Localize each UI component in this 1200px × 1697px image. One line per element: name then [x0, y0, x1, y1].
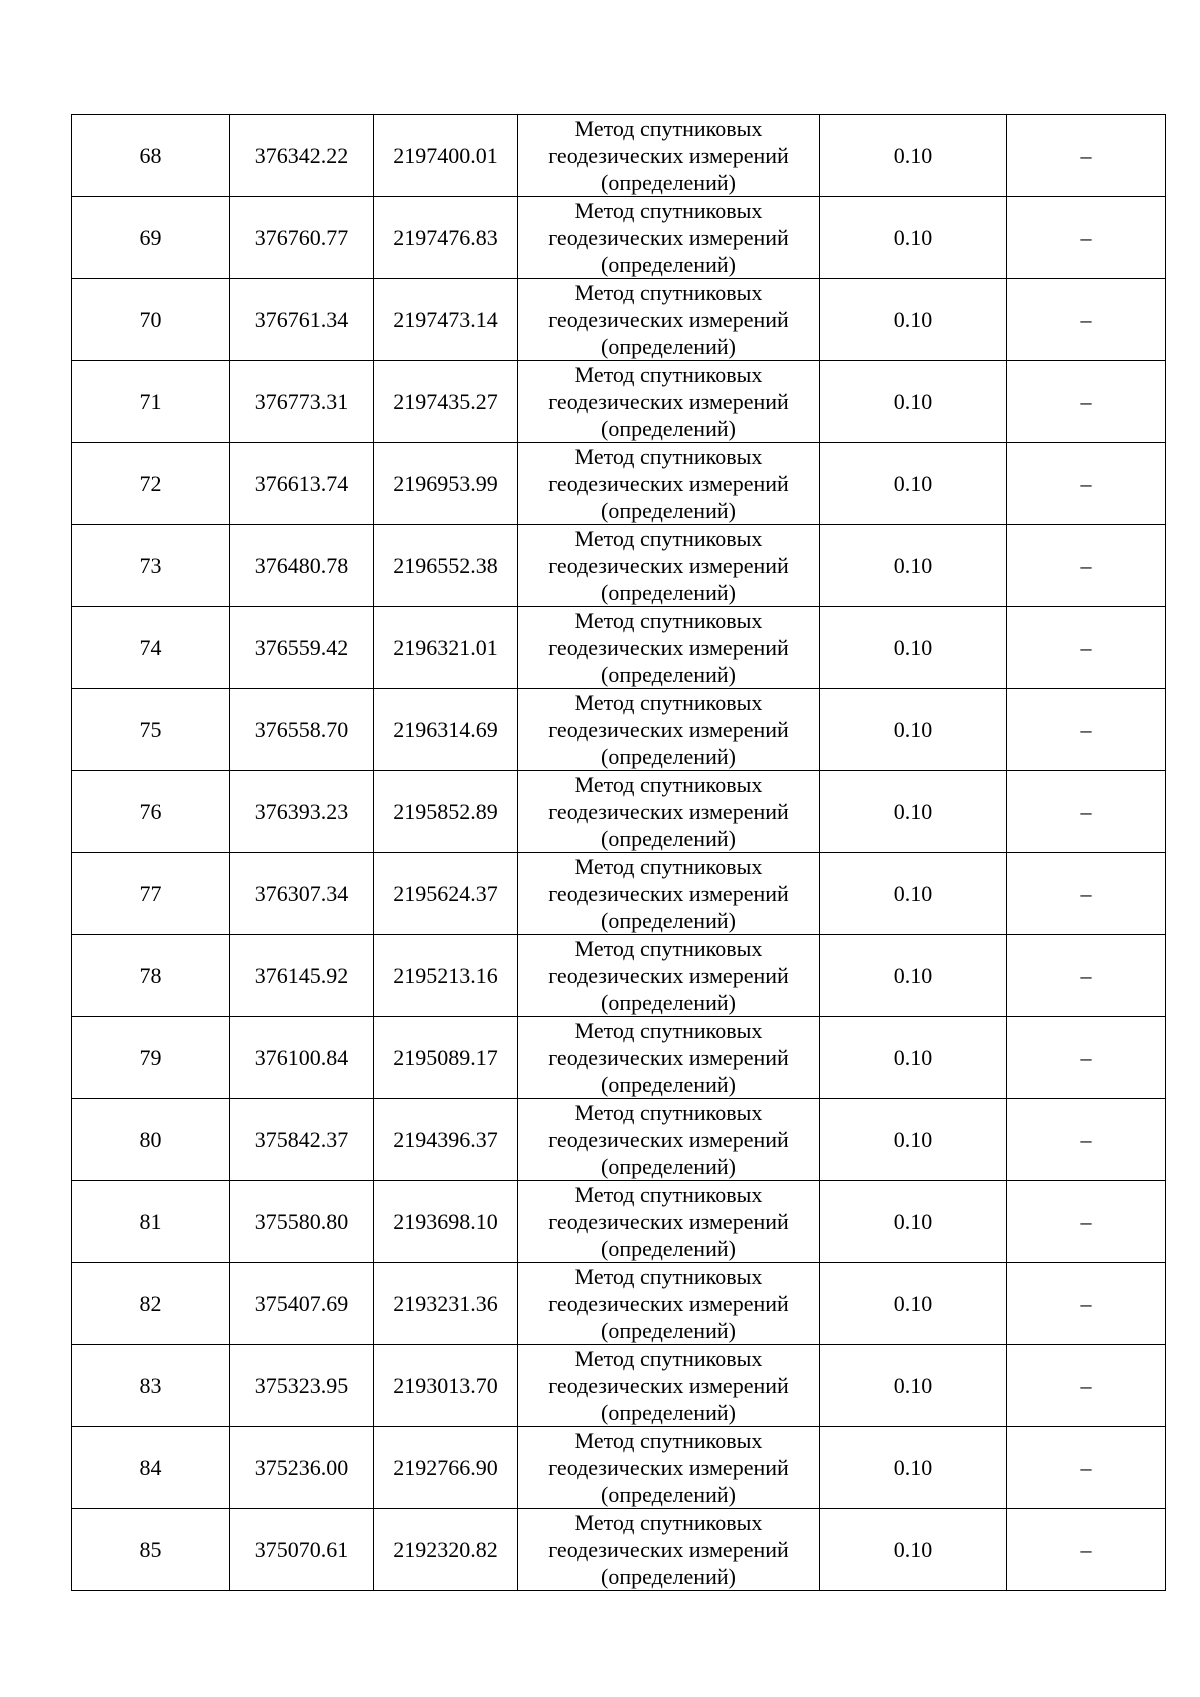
method-line: (определений)	[601, 826, 736, 851]
note-cell: –	[1007, 1099, 1166, 1181]
method-line: геодезических измерений	[548, 1291, 789, 1316]
y-coordinate-cell: 2193013.70	[374, 1345, 518, 1427]
method-line: (определений)	[601, 1154, 736, 1179]
table-row	[72, 1427, 1166, 1509]
x-coordinate-cell: 375070.61	[230, 1509, 374, 1591]
y-coordinate-cell: 2195624.37	[374, 853, 518, 935]
method-line: Метод спутниковых	[574, 116, 763, 141]
y-coordinate-cell: 2195089.17	[374, 1017, 518, 1099]
y-coordinate-cell: 2194396.37	[374, 1099, 518, 1181]
method-cell	[518, 1181, 820, 1263]
y-coordinate-cell: 2196314.69	[374, 689, 518, 771]
accuracy-cell: 0.10	[820, 853, 1007, 935]
accuracy-cell: 0.10	[820, 279, 1007, 361]
x-coordinate-cell: 375842.37	[230, 1099, 374, 1181]
method-line: (определений)	[601, 990, 736, 1015]
y-coordinate-cell: 2196953.99	[374, 443, 518, 525]
method-cell	[518, 361, 820, 443]
table-row	[72, 1099, 1166, 1181]
note-cell: –	[1007, 525, 1166, 607]
method-line: Метод спутниковых	[574, 608, 763, 633]
method-line: геодезических измерений	[548, 1209, 789, 1234]
method-cell	[518, 1509, 820, 1591]
x-coordinate-cell: 376613.74	[230, 443, 374, 525]
y-coordinate-cell: 2193231.36	[374, 1263, 518, 1345]
note-cell: –	[1007, 115, 1166, 197]
accuracy-cell: 0.10	[820, 1345, 1007, 1427]
note-cell: –	[1007, 1345, 1166, 1427]
x-coordinate-cell: 376760.77	[230, 197, 374, 279]
table-row	[72, 1263, 1166, 1345]
note-cell: –	[1007, 771, 1166, 853]
method-line: Метод спутниковых	[574, 1100, 763, 1125]
y-coordinate-cell: 2195852.89	[374, 771, 518, 853]
accuracy-cell: 0.10	[820, 935, 1007, 1017]
point-number-cell: 73	[72, 525, 230, 607]
method-line: (определений)	[601, 416, 736, 441]
method-line: геодезических измерений	[548, 307, 789, 332]
point-number-cell: 84	[72, 1427, 230, 1509]
table-row	[72, 197, 1166, 279]
x-coordinate-cell: 376773.31	[230, 361, 374, 443]
method-line: геодезических измерений	[548, 389, 789, 414]
point-number-cell: 80	[72, 1099, 230, 1181]
method-cell	[518, 115, 820, 197]
point-number-cell: 77	[72, 853, 230, 935]
method-line: (определений)	[601, 580, 736, 605]
note-cell: –	[1007, 1427, 1166, 1509]
method-line: Метод спутниковых	[574, 1346, 763, 1371]
y-coordinate-cell: 2196321.01	[374, 607, 518, 689]
method-line: (определений)	[601, 662, 736, 687]
method-line: геодезических измерений	[548, 1045, 789, 1070]
method-line: Метод спутниковых	[574, 1018, 763, 1043]
method-line: Метод спутниковых	[574, 690, 763, 715]
x-coordinate-cell: 376342.22	[230, 115, 374, 197]
y-coordinate-cell: 2192320.82	[374, 1509, 518, 1591]
method-line: (определений)	[601, 1072, 736, 1097]
x-coordinate-cell: 376558.70	[230, 689, 374, 771]
point-number-cell: 83	[72, 1345, 230, 1427]
x-coordinate-cell: 376559.42	[230, 607, 374, 689]
x-coordinate-cell: 376145.92	[230, 935, 374, 1017]
method-cell	[518, 197, 820, 279]
method-cell	[518, 689, 820, 771]
method-line: геодезических измерений	[548, 1373, 789, 1398]
method-line: Метод спутниковых	[574, 444, 763, 469]
x-coordinate-cell: 375407.69	[230, 1263, 374, 1345]
point-number-cell: 70	[72, 279, 230, 361]
accuracy-cell: 0.10	[820, 443, 1007, 525]
table-row	[72, 115, 1166, 197]
accuracy-cell: 0.10	[820, 1427, 1007, 1509]
table-row	[72, 1017, 1166, 1099]
x-coordinate-cell: 376393.23	[230, 771, 374, 853]
x-coordinate-cell: 376480.78	[230, 525, 374, 607]
method-line: геодезических измерений	[548, 1455, 789, 1480]
method-cell	[518, 1427, 820, 1509]
accuracy-cell: 0.10	[820, 197, 1007, 279]
method-line: (определений)	[601, 170, 736, 195]
method-cell	[518, 1099, 820, 1181]
accuracy-cell: 0.10	[820, 1263, 1007, 1345]
note-cell: –	[1007, 1017, 1166, 1099]
point-number-cell: 74	[72, 607, 230, 689]
method-line: (определений)	[601, 1564, 736, 1589]
x-coordinate-cell: 376307.34	[230, 853, 374, 935]
table-row	[72, 935, 1166, 1017]
x-coordinate-cell: 376761.34	[230, 279, 374, 361]
accuracy-cell: 0.10	[820, 771, 1007, 853]
y-coordinate-cell: 2196552.38	[374, 525, 518, 607]
method-cell	[518, 443, 820, 525]
method-line: геодезических измерений	[548, 225, 789, 250]
table-row	[72, 279, 1166, 361]
method-cell	[518, 935, 820, 1017]
method-line: геодезических измерений	[548, 963, 789, 988]
coordinates-table-body	[72, 115, 1166, 1591]
point-number-cell: 75	[72, 689, 230, 771]
note-cell: –	[1007, 197, 1166, 279]
method-line: Метод спутниковых	[574, 936, 763, 961]
note-cell: –	[1007, 1509, 1166, 1591]
note-cell: –	[1007, 1181, 1166, 1263]
accuracy-cell: 0.10	[820, 361, 1007, 443]
note-cell: –	[1007, 443, 1166, 525]
table-row	[72, 443, 1166, 525]
note-cell: –	[1007, 689, 1166, 771]
point-number-cell: 78	[72, 935, 230, 1017]
method-line: Метод спутниковых	[574, 362, 763, 387]
method-cell	[518, 1345, 820, 1427]
note-cell: –	[1007, 1263, 1166, 1345]
table-row	[72, 771, 1166, 853]
y-coordinate-cell: 2197473.14	[374, 279, 518, 361]
table-row	[72, 361, 1166, 443]
point-number-cell: 76	[72, 771, 230, 853]
method-line: (определений)	[601, 252, 736, 277]
method-line: (определений)	[601, 908, 736, 933]
method-line: геодезических измерений	[548, 553, 789, 578]
accuracy-cell: 0.10	[820, 689, 1007, 771]
point-number-cell: 81	[72, 1181, 230, 1263]
method-line: Метод спутниковых	[574, 198, 763, 223]
method-line: геодезических измерений	[548, 1537, 789, 1562]
method-line: Метод спутниковых	[574, 772, 763, 797]
table-row	[72, 525, 1166, 607]
table-row	[72, 607, 1166, 689]
method-line: Метод спутниковых	[574, 1264, 763, 1289]
method-line: (определений)	[601, 1482, 736, 1507]
table-row	[72, 689, 1166, 771]
method-cell	[518, 607, 820, 689]
x-coordinate-cell: 376100.84	[230, 1017, 374, 1099]
method-line: Метод спутниковых	[574, 1182, 763, 1207]
method-line: (определений)	[601, 1400, 736, 1425]
method-line: Метод спутниковых	[574, 280, 763, 305]
method-line: Метод спутниковых	[574, 1510, 763, 1535]
method-line: Метод спутниковых	[574, 526, 763, 551]
method-line: (определений)	[601, 1318, 736, 1343]
method-line: Метод спутниковых	[574, 854, 763, 879]
method-cell	[518, 1017, 820, 1099]
accuracy-cell: 0.10	[820, 1181, 1007, 1263]
point-number-cell: 85	[72, 1509, 230, 1591]
x-coordinate-cell: 375580.80	[230, 1181, 374, 1263]
point-number-cell: 79	[72, 1017, 230, 1099]
table-row	[72, 1181, 1166, 1263]
method-line: (определений)	[601, 498, 736, 523]
method-line: геодезических измерений	[548, 143, 789, 168]
method-line: геодезических измерений	[548, 881, 789, 906]
y-coordinate-cell: 2197476.83	[374, 197, 518, 279]
note-cell: –	[1007, 361, 1166, 443]
note-cell: –	[1007, 853, 1166, 935]
point-number-cell: 82	[72, 1263, 230, 1345]
y-coordinate-cell: 2193698.10	[374, 1181, 518, 1263]
y-coordinate-cell: 2195213.16	[374, 935, 518, 1017]
method-cell	[518, 771, 820, 853]
y-coordinate-cell: 2197400.01	[374, 115, 518, 197]
accuracy-cell: 0.10	[820, 115, 1007, 197]
method-line: геодезических измерений	[548, 717, 789, 742]
table-row	[72, 1509, 1166, 1591]
accuracy-cell: 0.10	[820, 1099, 1007, 1181]
method-line: геодезических измерений	[548, 1127, 789, 1152]
point-number-cell: 71	[72, 361, 230, 443]
method-line: (определений)	[601, 744, 736, 769]
method-line: (определений)	[601, 334, 736, 359]
accuracy-cell: 0.10	[820, 1017, 1007, 1099]
method-cell	[518, 853, 820, 935]
method-line: геодезических измерений	[548, 635, 789, 660]
y-coordinate-cell: 2197435.27	[374, 361, 518, 443]
point-number-cell: 69	[72, 197, 230, 279]
accuracy-cell: 0.10	[820, 1509, 1007, 1591]
table-row	[72, 1345, 1166, 1427]
method-cell	[518, 525, 820, 607]
point-number-cell: 72	[72, 443, 230, 525]
note-cell: –	[1007, 607, 1166, 689]
x-coordinate-cell: 375236.00	[230, 1427, 374, 1509]
y-coordinate-cell: 2192766.90	[374, 1427, 518, 1509]
accuracy-cell: 0.10	[820, 607, 1007, 689]
method-line: (определений)	[601, 1236, 736, 1261]
x-coordinate-cell: 375323.95	[230, 1345, 374, 1427]
point-number-cell: 68	[72, 115, 230, 197]
method-line: геодезических измерений	[548, 799, 789, 824]
accuracy-cell: 0.10	[820, 525, 1007, 607]
coordinates-table	[71, 114, 1166, 1591]
table-row	[72, 853, 1166, 935]
method-line: геодезических измерений	[548, 471, 789, 496]
method-cell	[518, 279, 820, 361]
method-cell	[518, 1263, 820, 1345]
note-cell: –	[1007, 279, 1166, 361]
note-cell: –	[1007, 935, 1166, 1017]
method-line: Метод спутниковых	[574, 1428, 763, 1453]
